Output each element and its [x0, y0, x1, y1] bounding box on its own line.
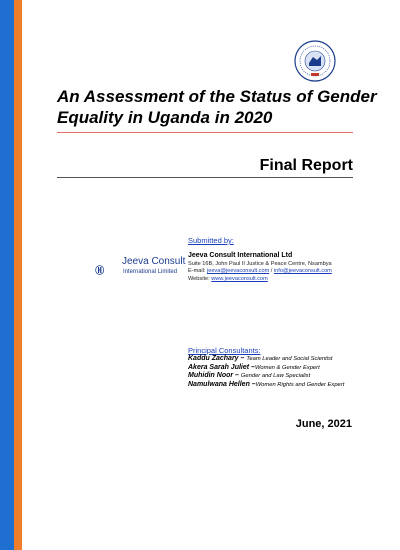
- consultant-name: Akera Sarah Juliet: [188, 363, 250, 371]
- consultants-list: [188, 355, 344, 389]
- firm-address: Suite 16B, John Paul II Justice & Peace Centre, Nsambya: [188, 261, 332, 267]
- consultant-item: [188, 364, 344, 373]
- logo-wordmark: Jeeva Consult: [122, 256, 186, 267]
- government-seal-icon: [294, 40, 336, 82]
- firm-name: Jeeva Consult International Ltd: [188, 252, 293, 259]
- website-link[interactable]: www.jeevaconsult.com: [211, 275, 268, 282]
- title-line-1: An Assessment of the Status of Gender: [57, 87, 377, 106]
- title-divider: [57, 132, 353, 133]
- logo-subtext: International Limited: [123, 269, 178, 275]
- firm-contact: [188, 261, 332, 283]
- left-orange-bar: [14, 0, 22, 550]
- firm-email-line: [188, 268, 332, 275]
- consultant-role: Gender and Law Specialist: [240, 373, 311, 379]
- consultant-role: Women Rights and Gender Expert: [255, 381, 345, 388]
- submitted-by-label: Submitted by:: [188, 236, 234, 245]
- email-link-2[interactable]: info@jeevaconsult.com: [273, 268, 332, 275]
- email-prefix: E-mail:: [188, 268, 207, 275]
- principal-consultants-label: Principal Consultants:: [188, 346, 261, 355]
- report-type-divider: [57, 177, 353, 178]
- report-title: [57, 86, 377, 128]
- consultant-name: Kaddu Zachary: [188, 355, 239, 362]
- consultant-item: [188, 355, 344, 364]
- email-separator: /: [269, 268, 274, 275]
- consultant-item: [188, 372, 344, 381]
- consultant-role: Women & Gender Expert: [254, 364, 320, 371]
- consultant-sep: –: [249, 363, 255, 371]
- consultant-item: [188, 381, 344, 390]
- consultant-sep: –: [233, 372, 241, 379]
- website-prefix: Website:: [188, 275, 212, 282]
- email-link-1[interactable]: jeeva@jeevaconsult.com: [206, 268, 270, 275]
- title-line-2: Equality in Uganda in 2020: [57, 108, 273, 127]
- consultant-name: Muhidin Noor: [188, 372, 234, 379]
- report-type: Final Report: [259, 157, 353, 174]
- consultant-name: Namulwana Hellen: [188, 380, 250, 388]
- firm-website-line: [188, 276, 332, 283]
- jeeva-consult-logo-icon: [95, 255, 125, 285]
- consultant-role: Team Leader and Social Scientist: [246, 356, 333, 362]
- consultant-sep: –: [238, 355, 247, 362]
- left-blue-bar: [0, 0, 14, 550]
- consultant-sep: –: [249, 380, 256, 388]
- report-date: June, 2021: [295, 418, 352, 430]
